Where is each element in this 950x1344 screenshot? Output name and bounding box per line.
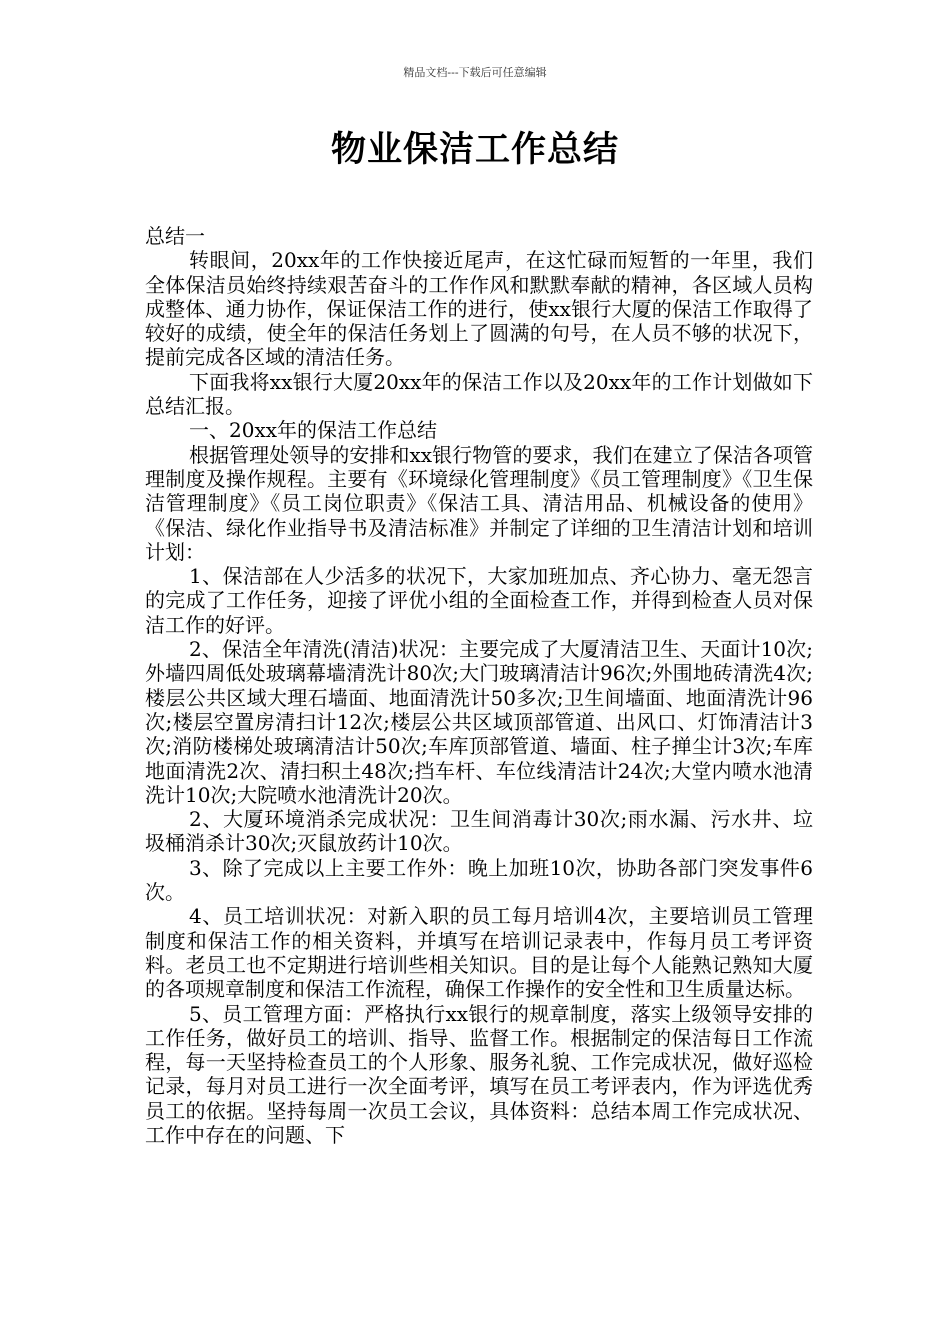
paragraph: 转眼间，20xx年的工作快接近尾声，在这忙碌而短暂的一年里，我们全体保洁员始终持续艰苦奋斗的工作作风和默默奉献的精神，各区域人员构成整体、通力协作，保证保洁工作的进行，使xx银行大厦的保洁工作取得了较好的成绩，使全年的保洁任务划上了圆满的句号，在人员不够的状况下，提前完成各区域的清洁任务。	[145, 248, 813, 370]
list-item: 2、大厦环境消杀完成状况：卫生间消毒计30次;雨水漏、污水井、垃圾桶消杀计30次;灭鼠放药计10次。	[145, 807, 813, 856]
list-item: 2、保洁全年清洗(清洁)状况：主要完成了大厦清洁卫生、天面计10次;外墙四周低处玻璃幕墙清洗计80次;大门玻璃清洁计96次;外围地砖清洗4次;楼层公共区域大理石墙面、地面清洗计50多次;卫生间墙面、地面清洗计96次;楼层空置房清扫计12次;楼层公共区域顶部管道、出风口、灯饰清洁计3次;消防楼梯处玻璃清洁计50次;车库顶部管道、墙面、柱子掸尘计3次;车库地面清洗2次、清扫积土48次;挡车杆、车位线清洁计24次;大堂内喷水池清洗计10次;大院喷水池清洗计20次。	[145, 637, 813, 807]
header-note: 精品文档---下载后可任意编辑	[403, 66, 547, 79]
list-item: 3、除了完成以上主要工作外：晚上加班10次，协助各部门突发事件6次。	[145, 855, 813, 905]
list-item: 5、员工管理方面：严格执行xx银行的规章制度，落实上级领导安排的工作任务，做好员工的培训、指导、监督工作。根据制定的保洁每日工作流程，每一天坚持检查员工的个人形象、服务礼貌、工作完成状况，做好巡检记录，每月对员工进行一次全面考评，填写在员工考评表内，作为评选优秀员工的依据。坚持每周一次员工会议，具体资料：总结本周工作完成状况、工作中存在的问题、下	[145, 1001, 813, 1147]
section-heading: 总结一	[145, 224, 205, 248]
list-item: 4、员工培训状况：对新入职的员工每月培训4次，主要培训员工管理制度和保洁工作的相关资料，并填写在培训记录表中，作每月员工考评资料。老员工也不定期进行培训些相关知识。目的是让每个人能熟记熟知大厦的各项规章制度和保洁工作流程，确保工作操作的安全性和卫生质量达标。	[145, 904, 813, 1002]
paragraph: 根据管理处领导的安排和xx银行物管的要求，我们在建立了保洁各项管理制度及操作规程。主要有《环境绿化管理制度》《员工管理制度》《卫生保洁管理制度》《员工岗位职责》《保洁工具、清洁用品、机械设备的使用》《保洁、绿化作业指导书及清洁标准》并制定了详细的卫生清洁计划和培训计划：	[145, 442, 813, 564]
section-subheading: 一、20xx年的保洁工作总结	[189, 418, 438, 443]
paragraph: 下面我将xx银行大厦20xx年的保洁工作以及20xx年的工作计划做如下总结汇报。	[145, 369, 813, 419]
document-title: 物业保洁工作总结	[330, 129, 619, 170]
document-body	[145, 224, 813, 1147]
list-item: 1、保洁部在人少活多的状况下，大家加班加点、齐心协力、毫无怨言的完成了工作任务，迎接了评优小组的全面检查工作，并得到检查人员对保洁工作的好评。	[145, 564, 813, 637]
